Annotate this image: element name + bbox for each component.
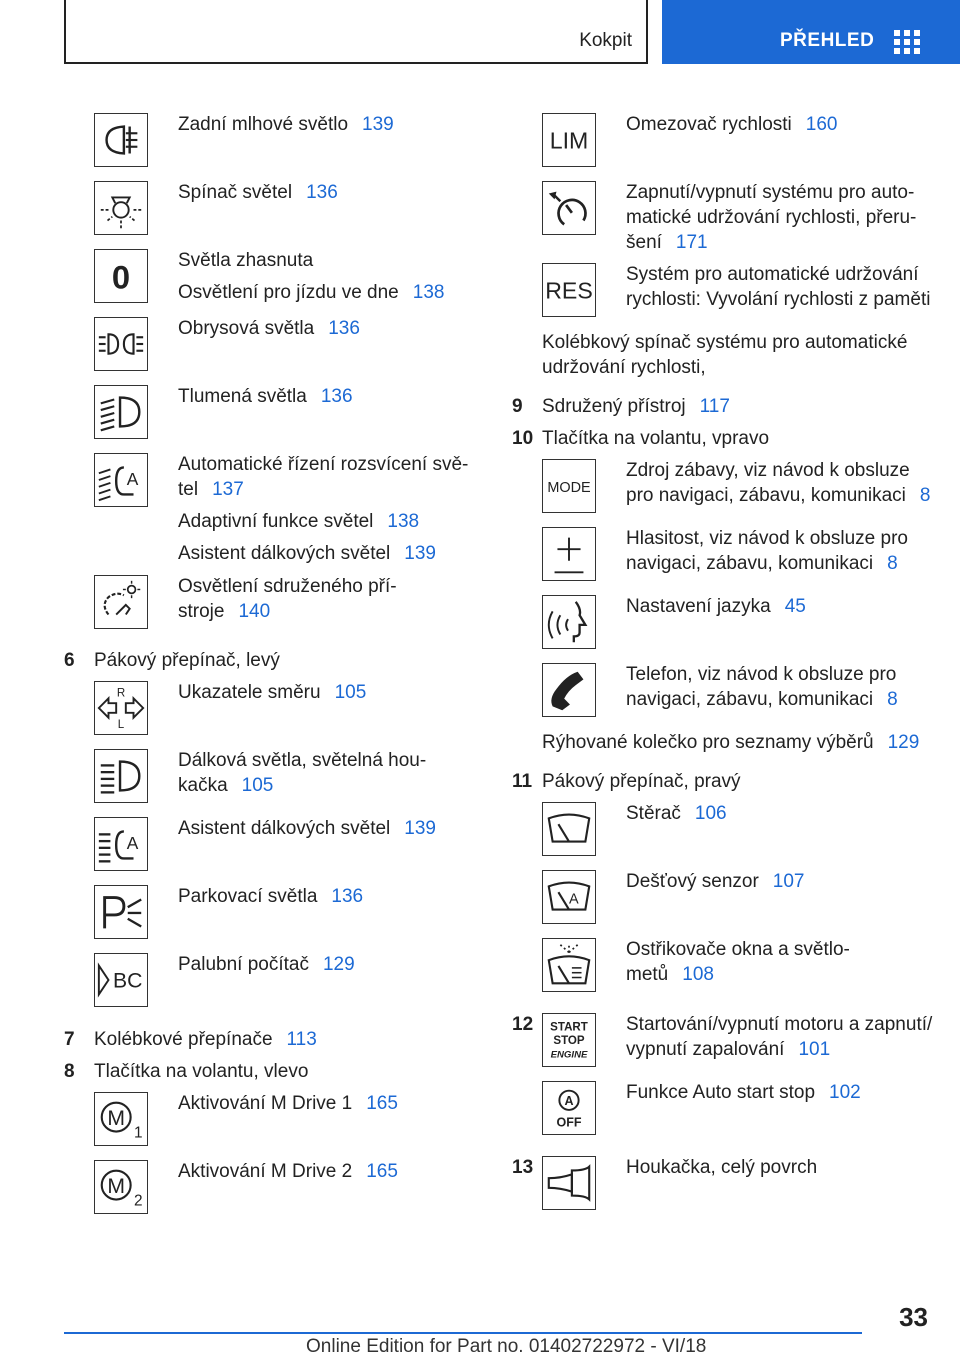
header-section-box xyxy=(64,0,648,64)
svg-text:A: A xyxy=(126,468,139,489)
page-link[interactable]: 139 xyxy=(404,543,436,564)
entry-start-stop-line2: vypnutí zapalování 101 xyxy=(626,1039,831,1060)
rain-sensor-icon xyxy=(542,870,596,924)
section-title-8: Tlačítka na volantu, vlevo xyxy=(94,1061,309,1082)
page-link[interactable]: 139 xyxy=(362,114,394,135)
entry-side-lights: Obrysová světla 136 xyxy=(178,318,360,339)
page-link[interactable]: 129 xyxy=(887,732,920,753)
entry-m-drive-1: Aktivování M Drive 1 165 xyxy=(178,1093,398,1114)
header-section-title: Kokpit xyxy=(579,30,632,51)
auto-headlight-icon xyxy=(94,453,148,507)
entry-washers-line2: metů 108 xyxy=(626,964,714,985)
entry-cruise-onoff-line1: Zapnutí/vypnutí systému pro auto- xyxy=(626,182,915,203)
svg-text:ENGINE: ENGINE xyxy=(550,1049,588,1061)
wiper-icon xyxy=(542,802,596,856)
instrument-lighting-icon xyxy=(94,575,148,629)
section-number-13: 13 xyxy=(512,1157,534,1178)
page-link[interactable]: 171 xyxy=(675,232,708,253)
page-link[interactable]: 136 xyxy=(320,386,353,407)
svg-text:LIM: LIM xyxy=(549,127,589,154)
section-number-8: 8 xyxy=(64,1061,75,1082)
entry-speed-limiter: Omezovač rychlosti 160 xyxy=(626,114,838,135)
high-beam-assist-icon xyxy=(94,817,148,871)
page-link[interactable]: 136 xyxy=(328,318,360,339)
svg-text:OFF: OFF xyxy=(556,1115,582,1130)
page-link[interactable]: 139 xyxy=(404,818,436,839)
page-link[interactable]: 8 xyxy=(887,689,898,710)
entry-auto-lights-line2: tel 137 xyxy=(178,479,244,500)
section-title-6: Pákový přepínač, levý xyxy=(94,650,280,671)
entry-low-beam: Tlumená světla 136 xyxy=(178,386,353,407)
page-link[interactable]: 117 xyxy=(699,396,730,417)
page-link[interactable]: 165 xyxy=(366,1161,398,1182)
page-link[interactable]: 129 xyxy=(322,954,355,975)
entry-cruise-onoff-line3: šení 171 xyxy=(626,232,708,253)
m-drive-1-icon xyxy=(94,1092,148,1146)
page-link[interactable]: 8 xyxy=(919,485,931,506)
svg-text:L: L xyxy=(117,719,125,732)
section-number-12: 12 xyxy=(512,1014,534,1035)
entry-light-switch: Spínač světel 136 xyxy=(178,182,338,203)
entry-high-beam-line2: kačka 105 xyxy=(178,775,274,796)
svg-text:A: A xyxy=(126,832,139,853)
page-link[interactable]: 45 xyxy=(784,596,806,617)
entry-m-drive-2: Aktivování M Drive 2 165 xyxy=(178,1161,398,1182)
svg-text:START: START xyxy=(550,1021,588,1034)
low-beam-icon xyxy=(94,385,148,439)
entry-telephone-line2: navigaci, zábavu, komunikaci 8 xyxy=(626,689,898,710)
svg-text:MODE: MODE xyxy=(547,479,591,496)
entry-auto-lights-line1: Automatické řízení rozsvícení svě- xyxy=(178,454,469,475)
entry-washers-line1: Ostřikovače okna a světlo- xyxy=(626,939,850,960)
page-link[interactable]: 101 xyxy=(798,1039,831,1060)
board-computer-icon xyxy=(94,953,148,1007)
entry-auto-start-stop: Funkce Auto start stop 102 xyxy=(626,1082,861,1103)
entry-turn-signals: Ukazatele směru 105 xyxy=(178,682,367,703)
section-title-11: Pákový přepínač, pravý xyxy=(542,771,741,792)
entry-high-beam-assist: Asistent dálkových světel 139 xyxy=(178,543,436,564)
entry-daytime-lights: Osvětlení pro jízdu ve dne 138 xyxy=(178,282,445,303)
rear-fog-light-icon xyxy=(94,113,148,167)
entry-mode-line2: pro navigaci, zábavu, komunikaci 8 xyxy=(626,485,931,506)
svg-text:A: A xyxy=(568,891,579,908)
start-stop-icon xyxy=(542,1013,596,1067)
page-number: 33 xyxy=(899,1302,928,1332)
entry-horn: Houkačka, celý povrch xyxy=(626,1157,818,1178)
entry-lights-off: Světla zhasnuta xyxy=(178,250,314,271)
entry-instrument-lighting-line2: stroje 140 xyxy=(178,601,271,622)
page-link[interactable]: 106 xyxy=(694,803,727,824)
turn-signal-icon xyxy=(94,681,148,735)
page-link[interactable]: 136 xyxy=(331,886,364,907)
page-link[interactable]: 138 xyxy=(387,511,420,532)
page-link[interactable]: 113 xyxy=(286,1029,317,1050)
entry-high-beam-assistant: Asistent dálkových světel 139 xyxy=(178,818,436,839)
parking-lights-icon xyxy=(94,885,148,939)
svg-text:2: 2 xyxy=(134,1192,143,1210)
page-link[interactable]: 102 xyxy=(829,1082,861,1103)
page-link[interactable]: 165 xyxy=(366,1093,398,1114)
page-link[interactable]: 105 xyxy=(241,775,274,796)
entry-cruise-rocker-line2: udržování rychlosti, xyxy=(542,357,706,378)
entry-resume-speed-line2: rychlosti: Vyvolání rychlosti z paměti xyxy=(626,289,931,310)
page-link[interactable]: 160 xyxy=(805,114,838,135)
page-link[interactable]: 138 xyxy=(412,282,445,303)
entry-mode-line1: Zdroj zábavy, viz návod k obsluze xyxy=(626,460,910,481)
entry-instrument-lighting-line1: Osvětlení sdruženého pří- xyxy=(178,576,397,597)
header-chapter-tab[interactable] xyxy=(662,0,960,64)
entry-volume-line1: Hlasitost, viz návod k obsluze pro xyxy=(626,528,908,549)
grid-menu-icon xyxy=(894,30,920,54)
page-link[interactable]: 140 xyxy=(238,601,271,622)
entry-cruise-rocker-line1: Kolébkový spínač systému pro automatické xyxy=(542,332,908,353)
horn-icon xyxy=(542,1156,596,1210)
entry-resume-speed-line1: Systém pro automatické udržování xyxy=(626,264,919,285)
page-link[interactable]: 136 xyxy=(306,182,338,203)
entry-voice-control: Nastavení jazyka 45 xyxy=(626,596,806,617)
section-title-7: Kolébkové přepínače 113 xyxy=(94,1029,317,1050)
entry-volume-line2: navigaci, zábavu, komunikaci 8 xyxy=(626,553,898,574)
svg-text:BC: BC xyxy=(113,969,143,993)
header-chapter-title: PŘEHLED xyxy=(780,30,875,51)
svg-text:M: M xyxy=(107,1174,126,1198)
entry-high-beam-line1: Dálková světla, světelná hou- xyxy=(178,750,427,771)
m-drive-2-icon xyxy=(94,1160,148,1214)
lights-off-icon xyxy=(94,249,148,303)
svg-text:R: R xyxy=(116,687,126,700)
section-number-9: 9 xyxy=(512,396,523,417)
svg-text:0: 0 xyxy=(111,258,131,296)
page-link[interactable]: 107 xyxy=(772,871,805,892)
entry-rain-sensor: Dešťový senzor 107 xyxy=(626,871,805,892)
entry-telephone-line1: Telefon, viz návod k obsluze pro xyxy=(626,664,897,685)
svg-text:M: M xyxy=(107,1106,126,1130)
page-link[interactable]: 108 xyxy=(682,964,714,985)
voice-control-icon xyxy=(542,595,596,649)
telephone-icon xyxy=(542,663,596,717)
auto-start-stop-off-icon xyxy=(542,1081,596,1135)
resume-speed-icon xyxy=(542,263,596,317)
page-link[interactable]: 8 xyxy=(887,553,898,574)
entry-board-computer: Palubní počítač 129 xyxy=(178,954,355,975)
entry-rear-fog: Zadní mlhové světlo 139 xyxy=(178,114,394,135)
cruise-control-icon xyxy=(542,181,596,235)
entry-wiper: Stěrač 106 xyxy=(626,803,727,824)
mode-button-icon xyxy=(542,459,596,513)
side-lights-icon xyxy=(94,317,148,371)
volume-icon xyxy=(542,527,596,581)
page-link[interactable]: 105 xyxy=(334,682,367,703)
section-title-10: Tlačítka na volantu, vpravo xyxy=(542,428,770,449)
section-number-6: 6 xyxy=(64,650,75,671)
light-bulb-icon xyxy=(94,181,148,235)
svg-text:STOP: STOP xyxy=(553,1034,585,1047)
section-number-10: 10 xyxy=(512,428,534,449)
footer-edition: Online Edition for Part no. 01402722972 - VI/18 xyxy=(306,1336,707,1357)
entry-start-stop-line1: Startování/vypnutí motoru a zapnutí/ xyxy=(626,1014,933,1035)
entry-cruise-onoff-line2: matické udržování rychlosti, přeru- xyxy=(626,207,917,228)
svg-text:A: A xyxy=(564,1094,574,1109)
section-number-11: 11 xyxy=(512,771,533,792)
svg-text:1: 1 xyxy=(134,1124,143,1142)
entry-adaptive-lights: Adaptivní funkce světel 138 xyxy=(178,511,420,532)
section-number-7: 7 xyxy=(64,1029,75,1050)
speed-limiter-icon xyxy=(542,113,596,167)
section-title-9: Sdružený přístroj 117 xyxy=(542,396,730,417)
page-link[interactable]: 137 xyxy=(212,479,244,500)
entry-knurled-wheel: Rýhované kolečko pro seznamy výběrů 129 xyxy=(542,732,920,753)
high-beam-icon xyxy=(94,749,148,803)
svg-text:RES: RES xyxy=(545,277,593,304)
entry-parking-lights: Parkovací světla 136 xyxy=(178,886,364,907)
footer-divider xyxy=(64,1332,862,1334)
washer-icon xyxy=(542,938,596,992)
